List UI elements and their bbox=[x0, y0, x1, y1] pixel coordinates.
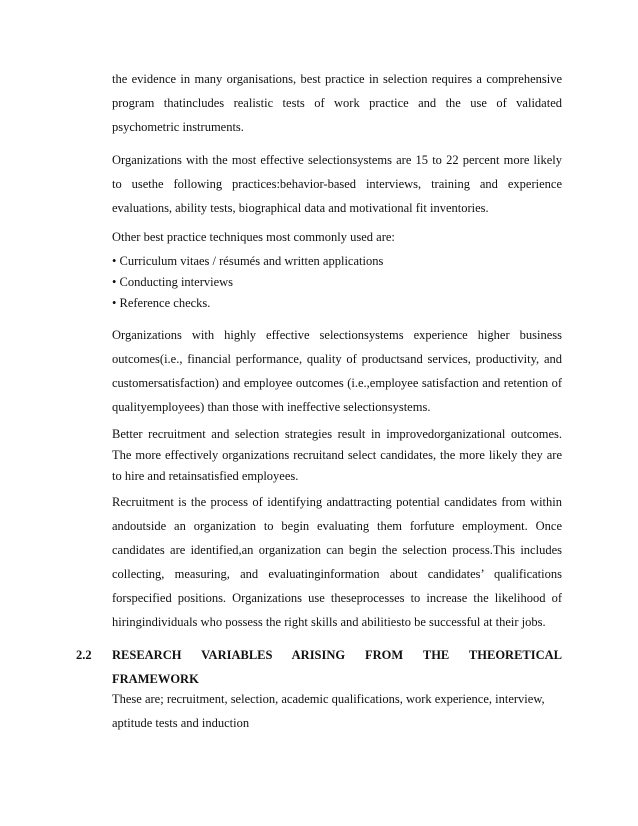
paragraph-outcomes bbox=[112, 325, 562, 421]
heading-line: FRAMEWORK bbox=[112, 672, 199, 686]
text-line: forspecified positions. Organizations use theseprocesses to increase the likelihood of bbox=[112, 591, 562, 605]
text-line: qualityemployees) than those with ineffective selectionsystems. bbox=[112, 400, 431, 414]
text-line: aptitude tests and induction bbox=[112, 716, 250, 730]
section-body bbox=[112, 689, 562, 737]
text-line: Organizations with the most effective selectionsystems are 15 to 22 percent more likely bbox=[112, 153, 562, 167]
text-line: andoutside an organization to begin evaluating them forfuture employment. Once bbox=[112, 519, 562, 533]
text-line: Better recruitment and selection strategies result in improvedorganizational outcomes. bbox=[112, 427, 562, 441]
section-heading bbox=[112, 645, 562, 693]
list-item: • Curriculum vitaes / résumés and written applications bbox=[112, 254, 384, 268]
heading-line: RESEARCH VARIABLES ARISING FROM THE THEORETICAL bbox=[112, 648, 562, 662]
text-line: The more effectively organizations recruitand select candidates, the more likely they are bbox=[112, 448, 562, 462]
text-line: hiringindividuals who possess the right skills and abilitiesto be successful at their jobs. bbox=[112, 615, 546, 629]
paragraph-better-recruitment bbox=[112, 425, 562, 488]
list-item: • Conducting interviews bbox=[112, 275, 234, 289]
text-line: Organizations with highly effective selectionsystems experience higher business bbox=[112, 328, 562, 342]
text-line: psychometric instruments. bbox=[112, 120, 244, 134]
text-line: Recruitment is the process of identifying andattracting potential candidates from within bbox=[112, 495, 562, 509]
text-line: to hire and retainsatisfied employees. bbox=[112, 469, 299, 483]
text-line: evaluations, ability tests, biographical data and motivational fit inventories. bbox=[112, 201, 489, 215]
text-line: candidates are identified,an organization can begin the selection process.This includes bbox=[112, 543, 562, 557]
paragraph-best-practice-list bbox=[112, 228, 562, 315]
text-line: program thatincludes realistic tests of work practice and the use of validated bbox=[112, 96, 562, 110]
text-line: to usethe following practices:behavior-based interviews, training and experience bbox=[112, 177, 562, 191]
text-line: These are; recruitment, selection, academic qualifications, work experience, interview, bbox=[112, 692, 545, 706]
text-line: outcomes(i.e., financial performance, quality of productsand services, productivity, and bbox=[112, 352, 562, 366]
list-intro: Other best practice techniques most commonly used are: bbox=[112, 230, 395, 244]
text-line: customersatisfaction) and employee outcomes (i.e.,employee satisfaction and retention of bbox=[112, 376, 562, 390]
section-number: 2.2 bbox=[76, 648, 92, 662]
text-line: the evidence in many organisations, best practice in selection requires a comprehensive bbox=[112, 72, 562, 86]
paragraph-recruitment-definition bbox=[112, 492, 562, 636]
paragraph-effective-selection bbox=[112, 150, 562, 222]
text-line: collecting, measuring, and evaluatinginformation about candidates’ qualifications bbox=[112, 567, 562, 581]
paragraph-evidence bbox=[112, 69, 562, 141]
list-item: • Reference checks. bbox=[112, 296, 211, 310]
